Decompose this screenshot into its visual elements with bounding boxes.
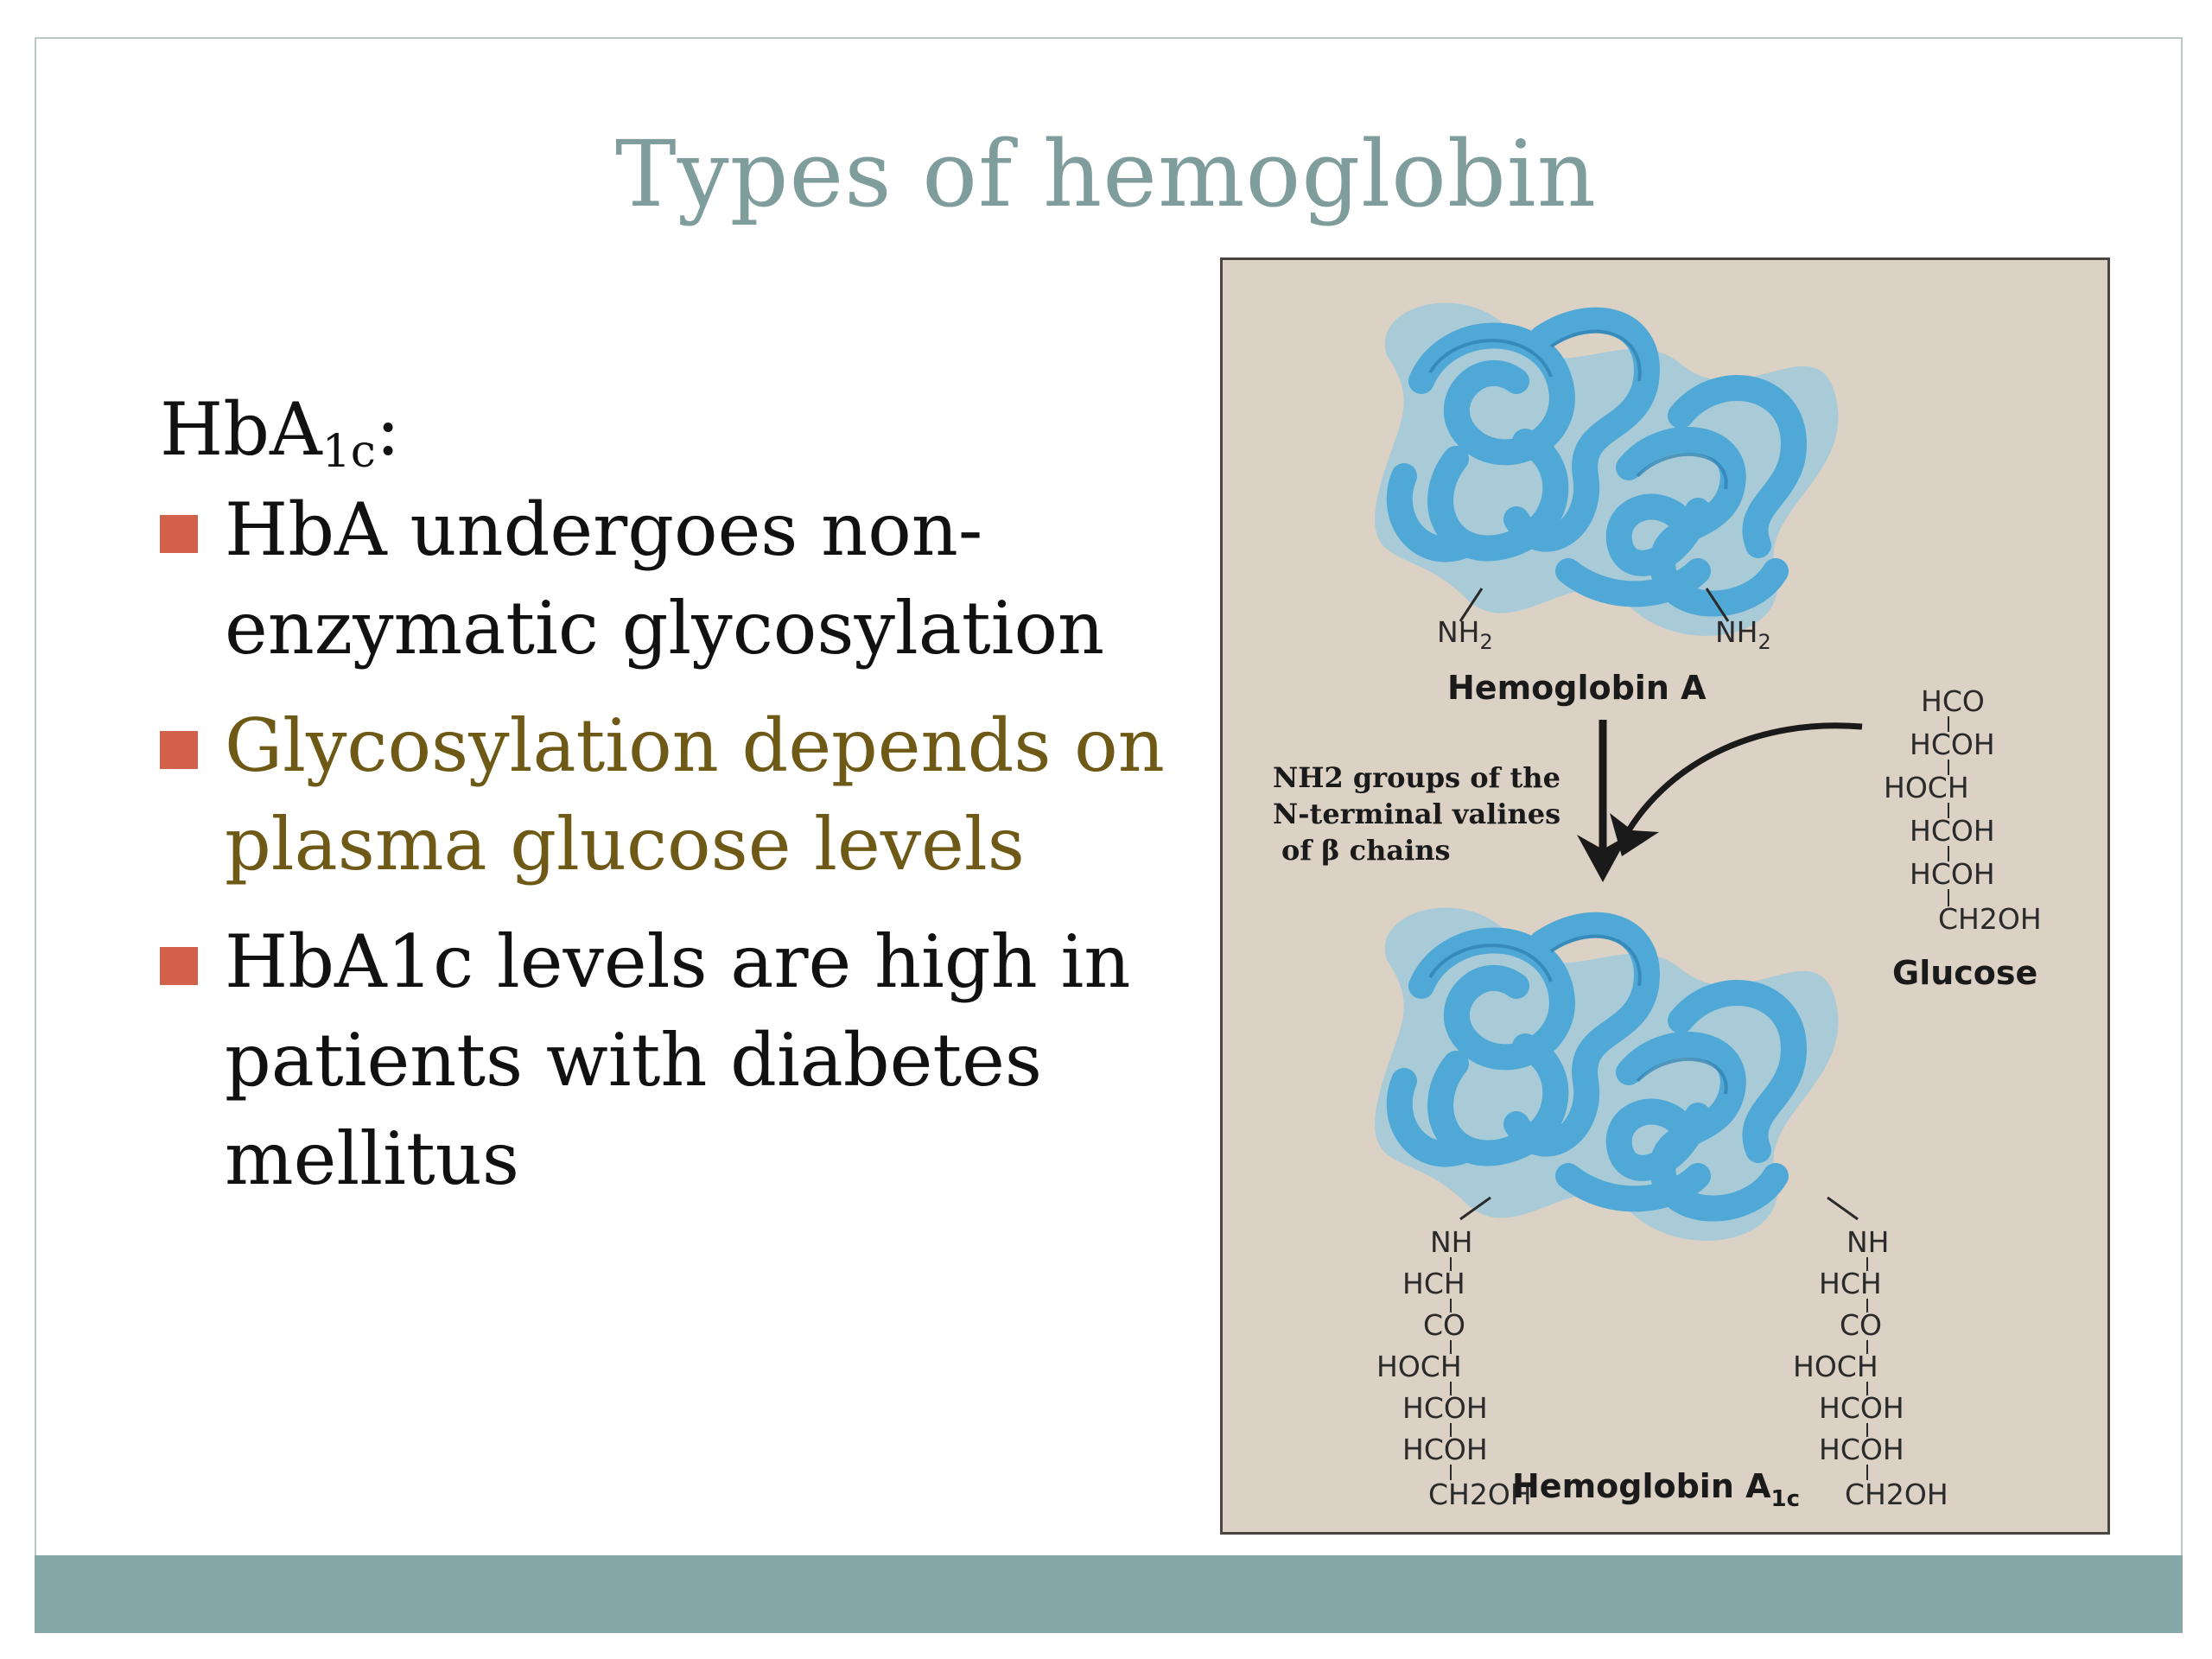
svg-text:HCOH: HCOH bbox=[1819, 1433, 1904, 1466]
svg-text:HOCH: HOCH bbox=[1376, 1350, 1462, 1383]
nh2-label-right: $NH_2$ bbox=[1715, 615, 1771, 654]
a1c-chain-left bbox=[1376, 1225, 1532, 1511]
footer-bar bbox=[35, 1555, 2183, 1633]
hba1c-heading: HbA$_{1c}$: bbox=[160, 387, 401, 478]
svg-text:CH2OH: CH2OH bbox=[1845, 1478, 1948, 1511]
bullet-item: HbA1c levels are high in patients with diabetes mellitus bbox=[160, 912, 1197, 1208]
svg-text:CO: CO bbox=[1423, 1308, 1466, 1342]
svg-text:N-terminal valines: N-terminal valines bbox=[1273, 798, 1561, 830]
svg-text:HCOH: HCOH bbox=[1910, 728, 1995, 761]
glucose-label: Glucose bbox=[1892, 954, 2038, 992]
hemoglobin-a1c-label: Hemoglobin $A_{1c}$ bbox=[1512, 1467, 1801, 1512]
hemoglobin-a-structure bbox=[1375, 303, 1838, 636]
reaction-arrows bbox=[1577, 720, 1862, 882]
nh2-label-left: $NH_2$ bbox=[1437, 615, 1493, 654]
a1c-chain-right bbox=[1793, 1225, 1948, 1511]
svg-text:HOCH: HOCH bbox=[1884, 771, 1969, 804]
svg-text:HCOH: HCOH bbox=[1402, 1391, 1488, 1425]
glucose-structure bbox=[1884, 684, 2042, 992]
svg-text:NH2 groups of the: NH2 groups of the bbox=[1273, 761, 1560, 794]
bullet-item: HbA undergoes non-enzymatic glycosylation bbox=[160, 480, 1197, 677]
bullet-square-icon bbox=[160, 731, 198, 769]
slide-title: Types of hemoglobin bbox=[615, 121, 1597, 227]
content-area bbox=[160, 380, 1197, 1227]
bullet-square-icon bbox=[160, 515, 198, 553]
svg-text:HCOH: HCOH bbox=[1819, 1391, 1904, 1425]
svg-text:CH2OH: CH2OH bbox=[1938, 902, 2042, 936]
hemoglobin-glycation-figure bbox=[1220, 257, 2110, 1535]
svg-text:NH: NH bbox=[1847, 1225, 1890, 1259]
figure-diagram bbox=[1223, 260, 2107, 1532]
svg-text:HCOH: HCOH bbox=[1910, 814, 1995, 848]
svg-text:HCH: HCH bbox=[1819, 1267, 1882, 1300]
valine-note bbox=[1273, 761, 1560, 867]
svg-text:CO: CO bbox=[1840, 1308, 1883, 1342]
bullet-square-icon bbox=[160, 947, 198, 985]
svg-text:NH: NH bbox=[1430, 1225, 1473, 1259]
bullet-item: Glycosylation depends on plasma glucose levels bbox=[160, 696, 1197, 893]
svg-text:CH2OH: CH2OH bbox=[1428, 1478, 1532, 1511]
svg-text:HOCH: HOCH bbox=[1793, 1350, 1878, 1383]
svg-text:HCOH: HCOH bbox=[1402, 1433, 1488, 1466]
bullet-list bbox=[160, 480, 1197, 1208]
svg-text:HCOH: HCOH bbox=[1910, 857, 1995, 891]
svg-text:of β chains: of β chains bbox=[1281, 834, 1451, 867]
svg-text:HCH: HCH bbox=[1402, 1267, 1465, 1300]
hemoglobin-a1c-structure bbox=[1375, 908, 1838, 1241]
hemoglobin-a-label: Hemoglobin A bbox=[1447, 669, 1707, 707]
svg-text:HCO: HCO bbox=[1921, 684, 1985, 718]
